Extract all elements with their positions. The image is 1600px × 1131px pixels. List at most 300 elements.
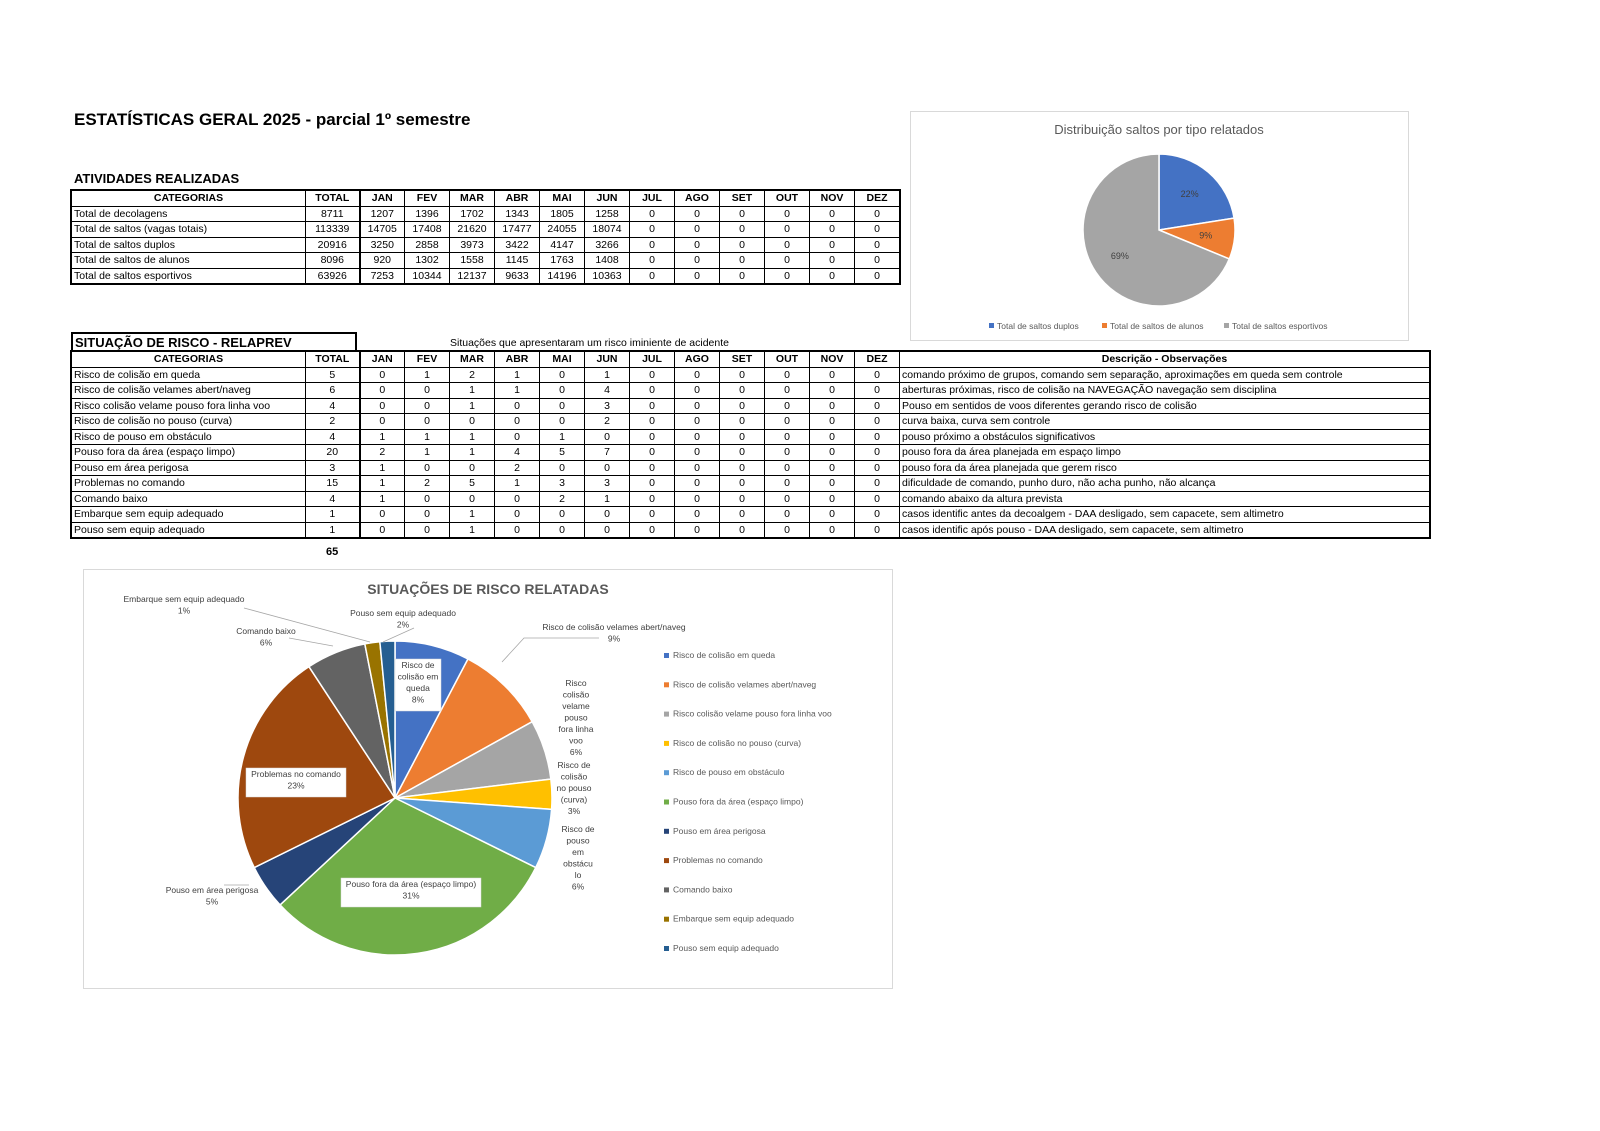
value-cell: 0 [855,414,900,430]
category-cell: Total de decolagens [72,206,306,222]
value-cell: 5 [306,367,360,383]
value-cell: 0 [765,206,810,222]
value-cell: 0 [765,398,810,414]
data-label: 5% [205,896,219,907]
value-cell: 0 [540,507,585,523]
category-cell: Risco de colisão em queda [72,367,306,383]
value-cell: 0 [675,237,720,253]
description-cell: comando próximo de grupos, comando sem separação, aproximações em queda sem controle [900,367,1430,383]
value-cell: 0 [630,222,675,238]
value-cell: 0 [855,222,900,238]
value-cell: 14196 [540,268,585,284]
legend-entry: Pouso sem equip adequado [673,943,779,953]
data-label: 9% [607,633,621,644]
data-label: obstácu [563,858,593,869]
value-cell: 1 [306,507,360,523]
value-cell: 0 [855,429,900,445]
risk-situations-pie-svg [84,570,892,988]
risk-header-cell: NOV [810,352,855,368]
value-cell: 0 [675,383,720,399]
data-label: 23% [287,780,305,791]
value-cell: 5 [540,445,585,461]
value-cell: 2 [585,414,630,430]
jump-distribution-chart [910,111,1409,341]
value-cell: 0 [540,367,585,383]
category-cell: Pouso sem equip adequado [72,522,306,538]
value-cell: 2858 [405,237,450,253]
value-cell: 0 [405,398,450,414]
risk-note: Situações que apresentaram um risco iminiente de acidente [450,337,729,349]
value-cell: 0 [675,253,720,269]
data-label: 9% [1199,230,1213,241]
value-cell: 0 [675,429,720,445]
value-cell: 0 [720,206,765,222]
table-row [72,429,1430,445]
value-cell: 0 [675,414,720,430]
page-title: ESTATÍSTICAS GERAL 2025 - parcial 1º semestre [74,110,471,129]
legend-entry: Risco de colisão velames abert/naveg [673,679,817,690]
value-cell: 0 [405,460,450,476]
data-label: em [572,847,584,857]
legend-swatch [664,887,669,892]
category-cell: Pouso fora da área (espaço limpo) [72,445,306,461]
risk-header-cell: JAN [360,352,405,368]
value-cell: 1343 [495,206,540,222]
leader-line [289,638,333,646]
leader-line [502,638,599,662]
legend-swatch [664,917,669,922]
data-label: 3% [567,806,581,816]
data-label: pouso [564,712,588,723]
value-cell: 0 [675,367,720,383]
risk-header-cell: FEV [405,352,450,368]
value-cell: 0 [720,476,765,492]
table-row [72,237,900,253]
value-cell: 0 [360,414,405,430]
activities-header-cell: TOTAL [306,191,360,207]
activities-header-cell: FEV [405,191,450,207]
value-cell: 0 [630,476,675,492]
value-cell: 10344 [405,268,450,284]
risk-header-row [72,352,1430,368]
value-cell: 6 [306,383,360,399]
risk-header-cell: TOTAL [306,352,360,368]
value-cell: 0 [765,522,810,538]
data-label: no pouso [556,783,592,793]
category-cell: Risco de colisão velames abert/naveg [72,383,306,399]
legend-entry: Embarque sem equip adequado [673,913,794,924]
value-cell: 0 [720,268,765,284]
value-cell: 0 [855,268,900,284]
value-cell: 0 [810,398,855,414]
category-cell: Total de saltos duplos [72,237,306,253]
legend-entry: Pouso em área perigosa [673,825,766,836]
value-cell: 0 [855,367,900,383]
category-cell: Pouso em área perigosa [72,460,306,476]
risk-table [71,351,1430,538]
value-cell: 0 [765,414,810,430]
value-cell: 0 [675,460,720,476]
category-cell: Risco de pouso em obstáculo [72,429,306,445]
value-cell: 5 [450,476,495,492]
value-cell: 0 [405,491,450,507]
value-cell: 0 [855,491,900,507]
value-cell: 0 [585,522,630,538]
value-cell: 0 [630,398,675,414]
value-cell: 3 [540,476,585,492]
data-label: Pouso fora da área (espaço limpo) [345,879,477,889]
data-label: Problemas no comando [251,769,341,779]
value-cell: 7253 [360,268,405,284]
value-cell: 0 [720,383,765,399]
data-label: 2% [396,619,410,630]
value-cell: 3973 [450,237,495,253]
data-label: Risco de [557,760,591,770]
value-cell: 17408 [405,222,450,238]
risk-header-cell: CATEGORIAS [72,352,306,368]
value-cell: 0 [810,206,855,222]
value-cell: 0 [765,383,810,399]
value-cell: 0 [855,445,900,461]
description-cell: dificuldade de comando, punho duro, não acha punho, não alcança [900,476,1430,492]
value-cell: 0 [720,414,765,430]
chart-title: SITUAÇÕES DE RISCO RELATADAS [367,581,609,597]
data-label: velame [562,701,590,711]
value-cell: 0 [675,268,720,284]
data-label: Pouso sem equip adequado [350,608,456,618]
value-cell: 0 [675,222,720,238]
value-cell: 0 [810,253,855,269]
data-label: colisão [560,771,588,782]
value-cell: 0 [360,383,405,399]
risk-section-title: SITUAÇÃO DE RISCO - RELAPREV [75,335,292,350]
value-cell: 1 [495,367,540,383]
value-cell: 1 [405,367,450,383]
value-cell: 0 [720,507,765,523]
value-cell: 0 [585,460,630,476]
value-cell: 0 [540,522,585,538]
value-cell: 0 [810,268,855,284]
value-cell: 0 [630,367,675,383]
value-cell: 2 [306,414,360,430]
activities-header-cell: DEZ [855,191,900,207]
value-cell: 8096 [306,253,360,269]
activities-header-cell: SET [720,191,765,207]
value-cell: 0 [540,414,585,430]
value-cell: 1 [450,507,495,523]
table-row [72,476,1430,492]
value-cell: 0 [630,268,675,284]
category-cell: Comando baixo [72,491,306,507]
value-cell: 0 [720,222,765,238]
data-label: 69% [1110,251,1129,262]
data-label: Risco de colisão velames abert/naveg [542,622,686,632]
description-cell: pouso fora da área planejada em espaço limpo [900,445,1430,461]
table-row [72,445,1430,461]
value-cell: 0 [495,429,540,445]
category-cell: Embarque sem equip adequado [72,507,306,523]
value-cell: 0 [630,383,675,399]
value-cell: 0 [810,460,855,476]
leader-line [383,628,414,642]
value-cell: 0 [720,429,765,445]
value-cell: 1702 [450,206,495,222]
value-cell: 0 [720,237,765,253]
activities-header-cell: NOV [810,191,855,207]
value-cell: 0 [675,522,720,538]
value-cell: 1145 [495,253,540,269]
risk-situations-chart [83,569,893,989]
value-cell: 1302 [405,253,450,269]
description-cell: pouso próximo a obstáculos significativos [900,429,1430,445]
table-row [72,206,900,222]
chart-title: Distribuição saltos por tipo relatados [1054,122,1264,137]
risk-header-cell: ABR [495,352,540,368]
value-cell: 0 [495,522,540,538]
value-cell: 1 [360,491,405,507]
data-label: 31% [402,890,420,901]
category-cell: Problemas no comando [72,476,306,492]
value-cell: 0 [360,367,405,383]
activities-header-cell: MAR [450,191,495,207]
value-cell: 1 [585,491,630,507]
value-cell: 0 [765,253,810,269]
value-cell: 1 [360,476,405,492]
value-cell: 0 [405,414,450,430]
legend-entry: Total de saltos de alunos [1110,321,1204,331]
data-label: Comando baixo [236,626,296,636]
value-cell: 0 [765,237,810,253]
value-cell: 0 [720,522,765,538]
table-row [72,491,1430,507]
value-cell: 1 [306,522,360,538]
activities-header-cell: JAN [360,191,405,207]
value-cell: 0 [540,383,585,399]
data-label: (curva) [560,794,588,805]
description-cell: casos identific após pouso - DAA desligado, sem capacete, sem altimetro [900,522,1430,538]
data-label: 8% [411,694,425,705]
risk-header-cell: Descrição - Observações [900,352,1430,368]
value-cell: 0 [630,414,675,430]
category-cell: Total de saltos esportivos [72,268,306,284]
activities-header-cell: AGO [675,191,720,207]
category-cell: Risco colisão velame pouso fora linha voo [72,398,306,414]
data-label: fora linha [558,724,594,734]
data-label: Risco de [561,824,595,834]
table-row [72,222,900,238]
description-cell: comando abaixo da altura prevista [900,491,1430,507]
legend-entry: Total de saltos duplos [997,321,1079,331]
value-cell: 1805 [540,206,585,222]
value-cell: 4 [306,491,360,507]
value-cell: 0 [405,522,450,538]
value-cell: 0 [810,507,855,523]
value-cell: 0 [585,507,630,523]
value-cell: 1 [405,445,450,461]
value-cell: 63926 [306,268,360,284]
value-cell: 1408 [585,253,630,269]
value-cell: 1258 [585,206,630,222]
value-cell: 0 [810,445,855,461]
value-cell: 1558 [450,253,495,269]
value-cell: 0 [630,491,675,507]
data-label: Risco de [401,660,435,670]
value-cell: 1 [495,383,540,399]
risk-title-box [71,332,357,352]
value-cell: 1207 [360,206,405,222]
jump-distribution-pie-svg [911,112,1408,340]
activities-header-cell: MAI [540,191,585,207]
table-row [72,367,1430,383]
value-cell: 0 [630,253,675,269]
value-cell: 0 [360,507,405,523]
value-cell: 20916 [306,237,360,253]
table-row [72,507,1430,523]
value-cell: 2 [405,476,450,492]
activities-header-cell: ABR [495,191,540,207]
activities-header-cell: CATEGORIAS [72,191,306,207]
data-label: voo [569,735,583,746]
value-cell: 1 [450,445,495,461]
value-cell: 0 [540,398,585,414]
data-label: 6% [569,747,583,757]
risk-header-cell: AGO [675,352,720,368]
value-cell: 0 [675,398,720,414]
value-cell: 3 [585,398,630,414]
legend-entry: Comando baixo [673,884,733,895]
value-cell: 1 [450,383,495,399]
value-cell: 0 [720,460,765,476]
value-cell: 0 [810,237,855,253]
value-cell: 1 [450,398,495,414]
legend-swatch [664,829,669,834]
value-cell: 0 [495,414,540,430]
data-label: queda [406,683,430,693]
data-label: Embarque sem equip adequado [123,594,245,604]
value-cell: 0 [675,507,720,523]
value-cell: 0 [675,491,720,507]
value-cell: 0 [675,476,720,492]
value-cell: 0 [675,445,720,461]
activities-section-title: ATIVIDADES REALIZADAS [74,171,240,186]
value-cell: 3 [306,460,360,476]
data-label: colisão [562,689,590,700]
value-cell: 14705 [360,222,405,238]
value-cell: 0 [630,522,675,538]
legend-entry: Risco colisão velame pouso fora linha voo [673,708,832,719]
value-cell: 1 [495,476,540,492]
value-cell: 0 [630,507,675,523]
legend-swatch [664,712,669,717]
legend-swatch [664,800,669,805]
value-cell: 0 [855,398,900,414]
risk-header-cell: MAI [540,352,585,368]
activities-header-cell: JUN [585,191,630,207]
value-cell: 0 [720,445,765,461]
legend-swatch [989,323,994,328]
value-cell: 7 [585,445,630,461]
value-cell: 0 [765,429,810,445]
legend-swatch [1102,323,1107,328]
value-cell: 0 [810,429,855,445]
value-cell: 0 [405,383,450,399]
legend-entry: Problemas no comando [673,855,763,866]
value-cell: 4 [495,445,540,461]
value-cell: 0 [495,398,540,414]
value-cell: 1 [360,429,405,445]
value-cell: 21620 [450,222,495,238]
value-cell: 2 [495,460,540,476]
value-cell: 2 [360,445,405,461]
value-cell: 0 [405,507,450,523]
value-cell: 0 [720,253,765,269]
value-cell: 0 [810,491,855,507]
description-cell: pouso fora da área planejada que gerem risco [900,460,1430,476]
value-cell: 0 [810,522,855,538]
value-cell: 3266 [585,237,630,253]
value-cell: 8711 [306,206,360,222]
value-cell: 2 [450,367,495,383]
risk-grand-total: 65 [326,546,339,558]
value-cell: 0 [630,445,675,461]
value-cell: 10363 [585,268,630,284]
value-cell: 0 [810,414,855,430]
legend-swatch [664,858,669,863]
category-cell: Total de saltos (vagas totais) [72,222,306,238]
risk-header-cell: SET [720,352,765,368]
value-cell: 0 [540,460,585,476]
value-cell: 1 [450,429,495,445]
legend-swatch [1224,323,1229,328]
legend-swatch [664,653,669,658]
risk-header-cell: JUL [630,352,675,368]
data-label: Risco [565,678,587,688]
value-cell: 0 [765,367,810,383]
value-cell: 0 [630,237,675,253]
value-cell: 0 [450,491,495,507]
legend-entry: Risco de colisão em queda [673,650,776,660]
value-cell: 0 [765,460,810,476]
category-cell: Risco de colisão no pouso (curva) [72,414,306,430]
value-cell: 0 [360,398,405,414]
value-cell: 9633 [495,268,540,284]
category-cell: Total de saltos de alunos [72,253,306,269]
description-cell: Pouso em sentidos de voos diferentes gerando risco de colisão [900,398,1430,414]
table-row [72,398,1430,414]
value-cell: 4 [306,398,360,414]
activities-table [71,190,900,284]
value-cell: 1 [450,522,495,538]
risk-header-cell: DEZ [855,352,900,368]
value-cell: 0 [810,383,855,399]
legend-swatch [664,682,669,687]
value-cell: 0 [810,476,855,492]
legend-entry: Risco de colisão no pouso (curva) [673,737,802,748]
value-cell: 0 [630,429,675,445]
value-cell: 0 [810,367,855,383]
value-cell: 1 [405,429,450,445]
value-cell: 0 [630,460,675,476]
value-cell: 0 [810,222,855,238]
value-cell: 0 [450,460,495,476]
table-row [72,522,1430,538]
legend-entry: Risco de pouso em obstáculo [673,767,785,778]
risk-header-cell: OUT [765,352,810,368]
value-cell: 0 [360,522,405,538]
data-label: pouso [566,835,590,846]
value-cell: 3422 [495,237,540,253]
value-cell: 24055 [540,222,585,238]
